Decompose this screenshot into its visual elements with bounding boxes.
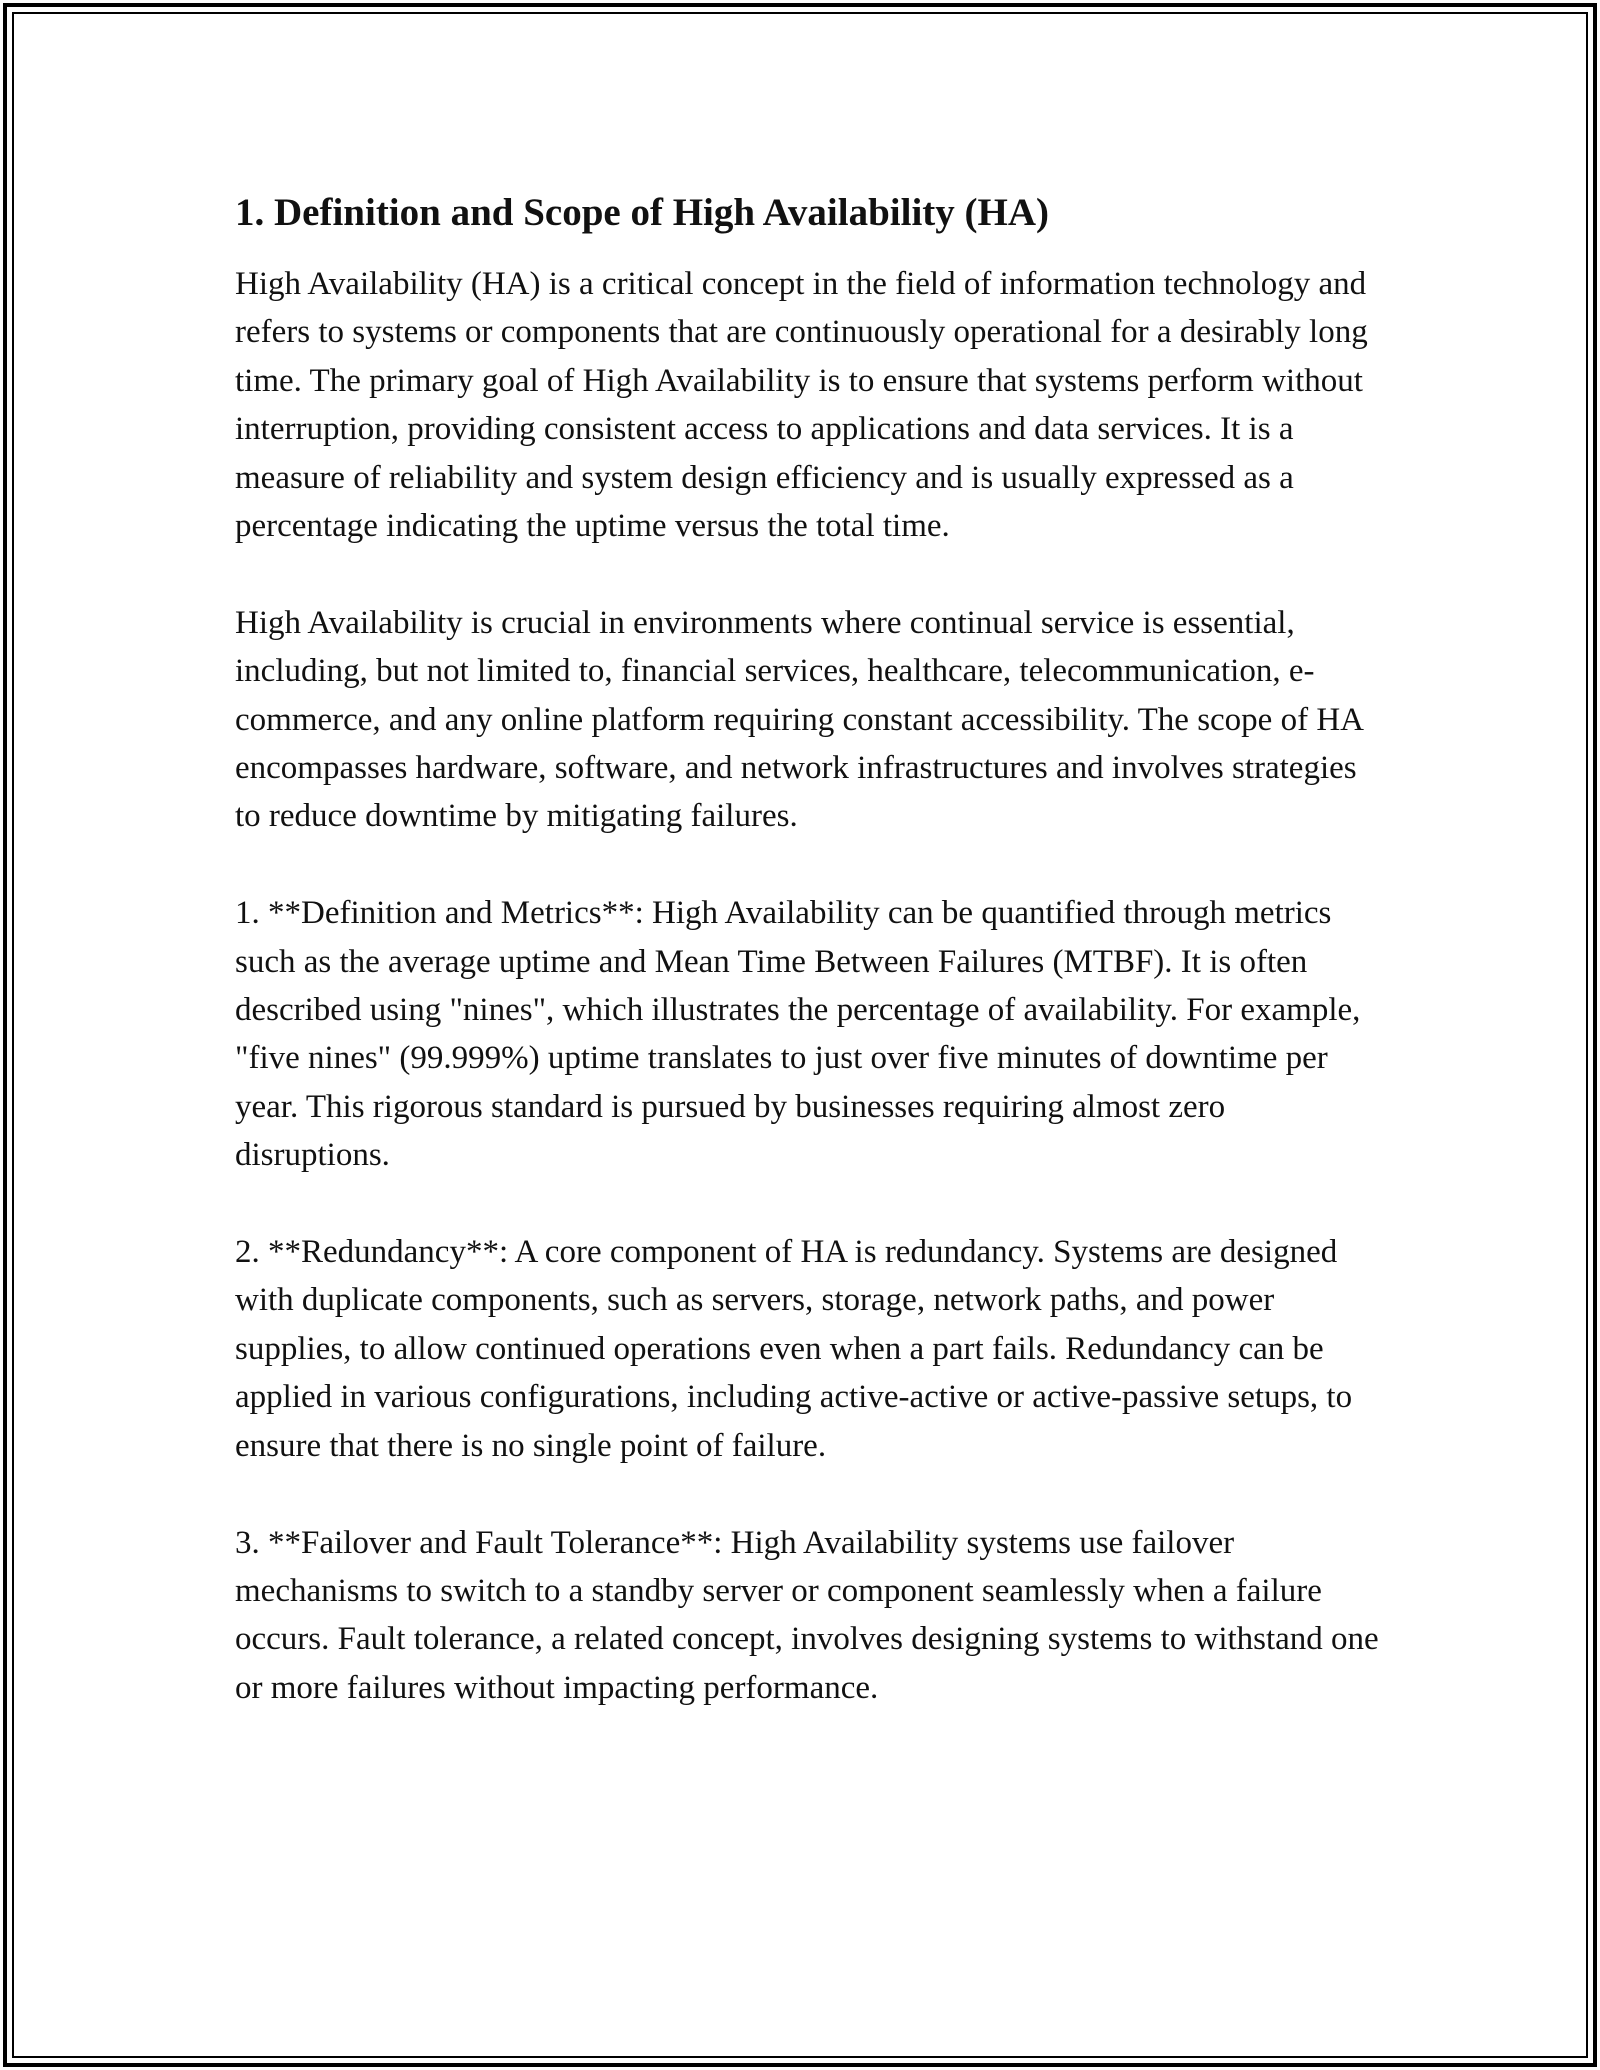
paragraph-failover: 3. **Failover and Fault Tolerance**: High Availability systems use failover mechanisms to switch to a standby server or component seamlessly when a failure occurs. Fault tolerance, a related concept, involves designing systems to withstand one or more failures without impacting performance.: [235, 1524, 1379, 1706]
paragraph-intro: High Availability (HA) is a critical concept in the field of information technology and refers to systems or components that are continuously operational for a desirably long time. The primary goal of High Availability is to ensure that systems perform without interruption, providing consistent access to applications and data services. It is a measure of reliability and system design efficiency and is usually expressed as a percentage indicating the uptime versus the total time.: [235, 266, 1368, 545]
paragraph-metrics: 1. **Definition and Metrics**: High Availability can be quantified through metrics such as the average uptime and Mean Time Between Failures (MTBF). It is often described using "nines", which illustrates the percentage of availability. For example, "five nines" (99.999%) uptime translates to just over five minutes of downtime per year. This rigorous standard is pursued by businesses requiring almost zero disruptions.: [235, 895, 1361, 1174]
section-heading: 1. Definition and Scope of High Availability (HA): [235, 191, 1050, 234]
paragraph-scope: High Availability is crucial in environments where continual service is essential, including, but not limited to, financial services, healthcare, telecommunication, e-commerce, and any online platform requiring constant accessibility. The scope of HA encompasses hardware, software, and network infrastructures and involves strategies to reduce downtime by mitigating failures.: [235, 604, 1363, 835]
document-body: [235, 186, 1380, 1761]
paragraph-redundancy: 2. **Redundancy**: A core component of HA is redundancy. Systems are designed with duplicate components, such as servers, storage, network paths, and power supplies, to allow continued operations even when a part fails. Redundancy can be applied in various configurations, including active-active or active-passive setups, to ensure that there is no single point of failure.: [235, 1234, 1353, 1464]
